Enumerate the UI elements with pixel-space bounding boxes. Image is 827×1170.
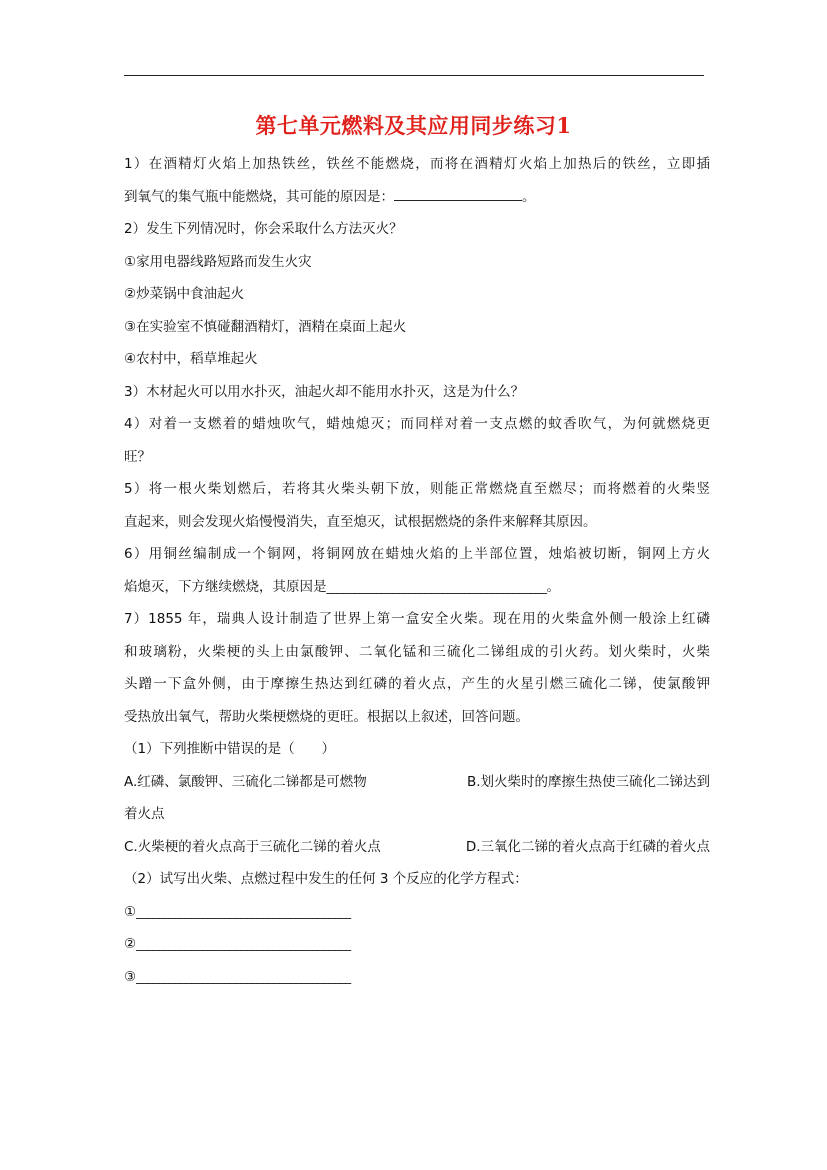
q5-line2: 直起来，则会发现火焰慢慢消失，直至熄灭，试根据燃烧的条件来解释其原因。 (124, 513, 597, 530)
option-d: D.三氧化二锑的着火点高于红磷的着火点 (465, 838, 710, 855)
q1-line1: 1）在酒精灯火焰上加热铁丝，铁丝不能燃烧，而将在酒精灯火焰上加热后的铁丝，立即插 (124, 156, 710, 172)
q2-item: ③在实验室不慎碰翻酒精灯，酒精在桌面上起火 (124, 318, 407, 335)
answer-line: ①_______________________________________ (124, 903, 351, 920)
q7-line: 7）1855 年，瑞典人设计制造了世界上第一盒安全火柴。现在用的火柴盒外侧一般涂上红磷 (124, 611, 710, 627)
q4-line2: 旺？ (124, 448, 151, 465)
page-title: 第七单元燃料及其应用同步练习1 (255, 113, 572, 138)
q3-text: 3）木材起火可以用水扑灭，油起火却不能用水扑灭，这是为什么？ (124, 383, 525, 400)
option-c: C.火柴梗的着火点高于三硫化二锑的着火点 (124, 838, 381, 855)
q5-line1: 5）将一根火柴划燃后，若将其火柴头朝下放，则能正常燃烧直至燃尽；而将燃着的火柴竖 (124, 481, 710, 497)
q1-line2: 到氧气的集气瓶中能燃烧，其可能的原因是： 。 (124, 181, 710, 214)
q7-sub2: （2）试写出火柴、点燃过程中发生的任何 3 个反应的化学方程式： (124, 871, 528, 887)
header-rule (124, 75, 704, 76)
q2-stem: 2）发生下列情况时，你会采取什么方法灭火？ (124, 221, 403, 237)
q6-line2: 焰熄灭，下方继续燃烧，其原因是________________________________________。 (124, 578, 560, 595)
q7-options-cd (124, 831, 710, 864)
q6-answer-blank: ________________________________________ (326, 579, 547, 594)
q2-item: ①家用电器线路短路而发生火灾 (124, 253, 312, 270)
q7-line: 和玻璃粉，火柴梗的头上由氯酸钾、二氧化锰和三硫化二锑组成的引火药。划火柴时，火柴 (124, 643, 710, 660)
q7-options-ab (124, 766, 710, 799)
q6-line1: 6）用铜丝编制成一个铜网，将铜网放在蜡烛火焰的上半部位置，烛焰被切断，铜网上方火 (124, 546, 710, 562)
q2-item: ④农村中，稻草堆起火 (124, 351, 258, 367)
q7-line: 受热放出氧气，帮助火柴梗燃烧的更旺。根据以上叙述，回答问题。 (124, 708, 529, 725)
answer-line: ③_______________________________________ (124, 968, 351, 985)
q2-item: ②炒菜锅中食油起火 (124, 286, 245, 302)
q7-line: 头蹭一下盒外侧，由于摩擦生热达到红磷的着火点，产生的火星引燃三硫化二锑，使氯酸钾 (124, 676, 710, 692)
option-b-cont: 着火点 (124, 806, 165, 822)
answer-line: ②_______________________________________ (124, 936, 351, 952)
q7-sub1: （1）下列推断中错误的是（ ） (124, 741, 336, 757)
option-b: B.划火柴时的摩擦生热使三硫化二锑达到 (466, 773, 710, 790)
option-a: A.红磷、氯酸钾、三硫化二锑都是可燃物 (124, 773, 367, 790)
q4-line1: 4）对着一支燃着的蜡烛吹气，蜡烛熄灭；而同样对着一支点燃的蚊香吹气，为何就燃烧更 (124, 416, 710, 432)
q1-answer-blank (394, 184, 522, 201)
worksheet-body (124, 148, 710, 993)
